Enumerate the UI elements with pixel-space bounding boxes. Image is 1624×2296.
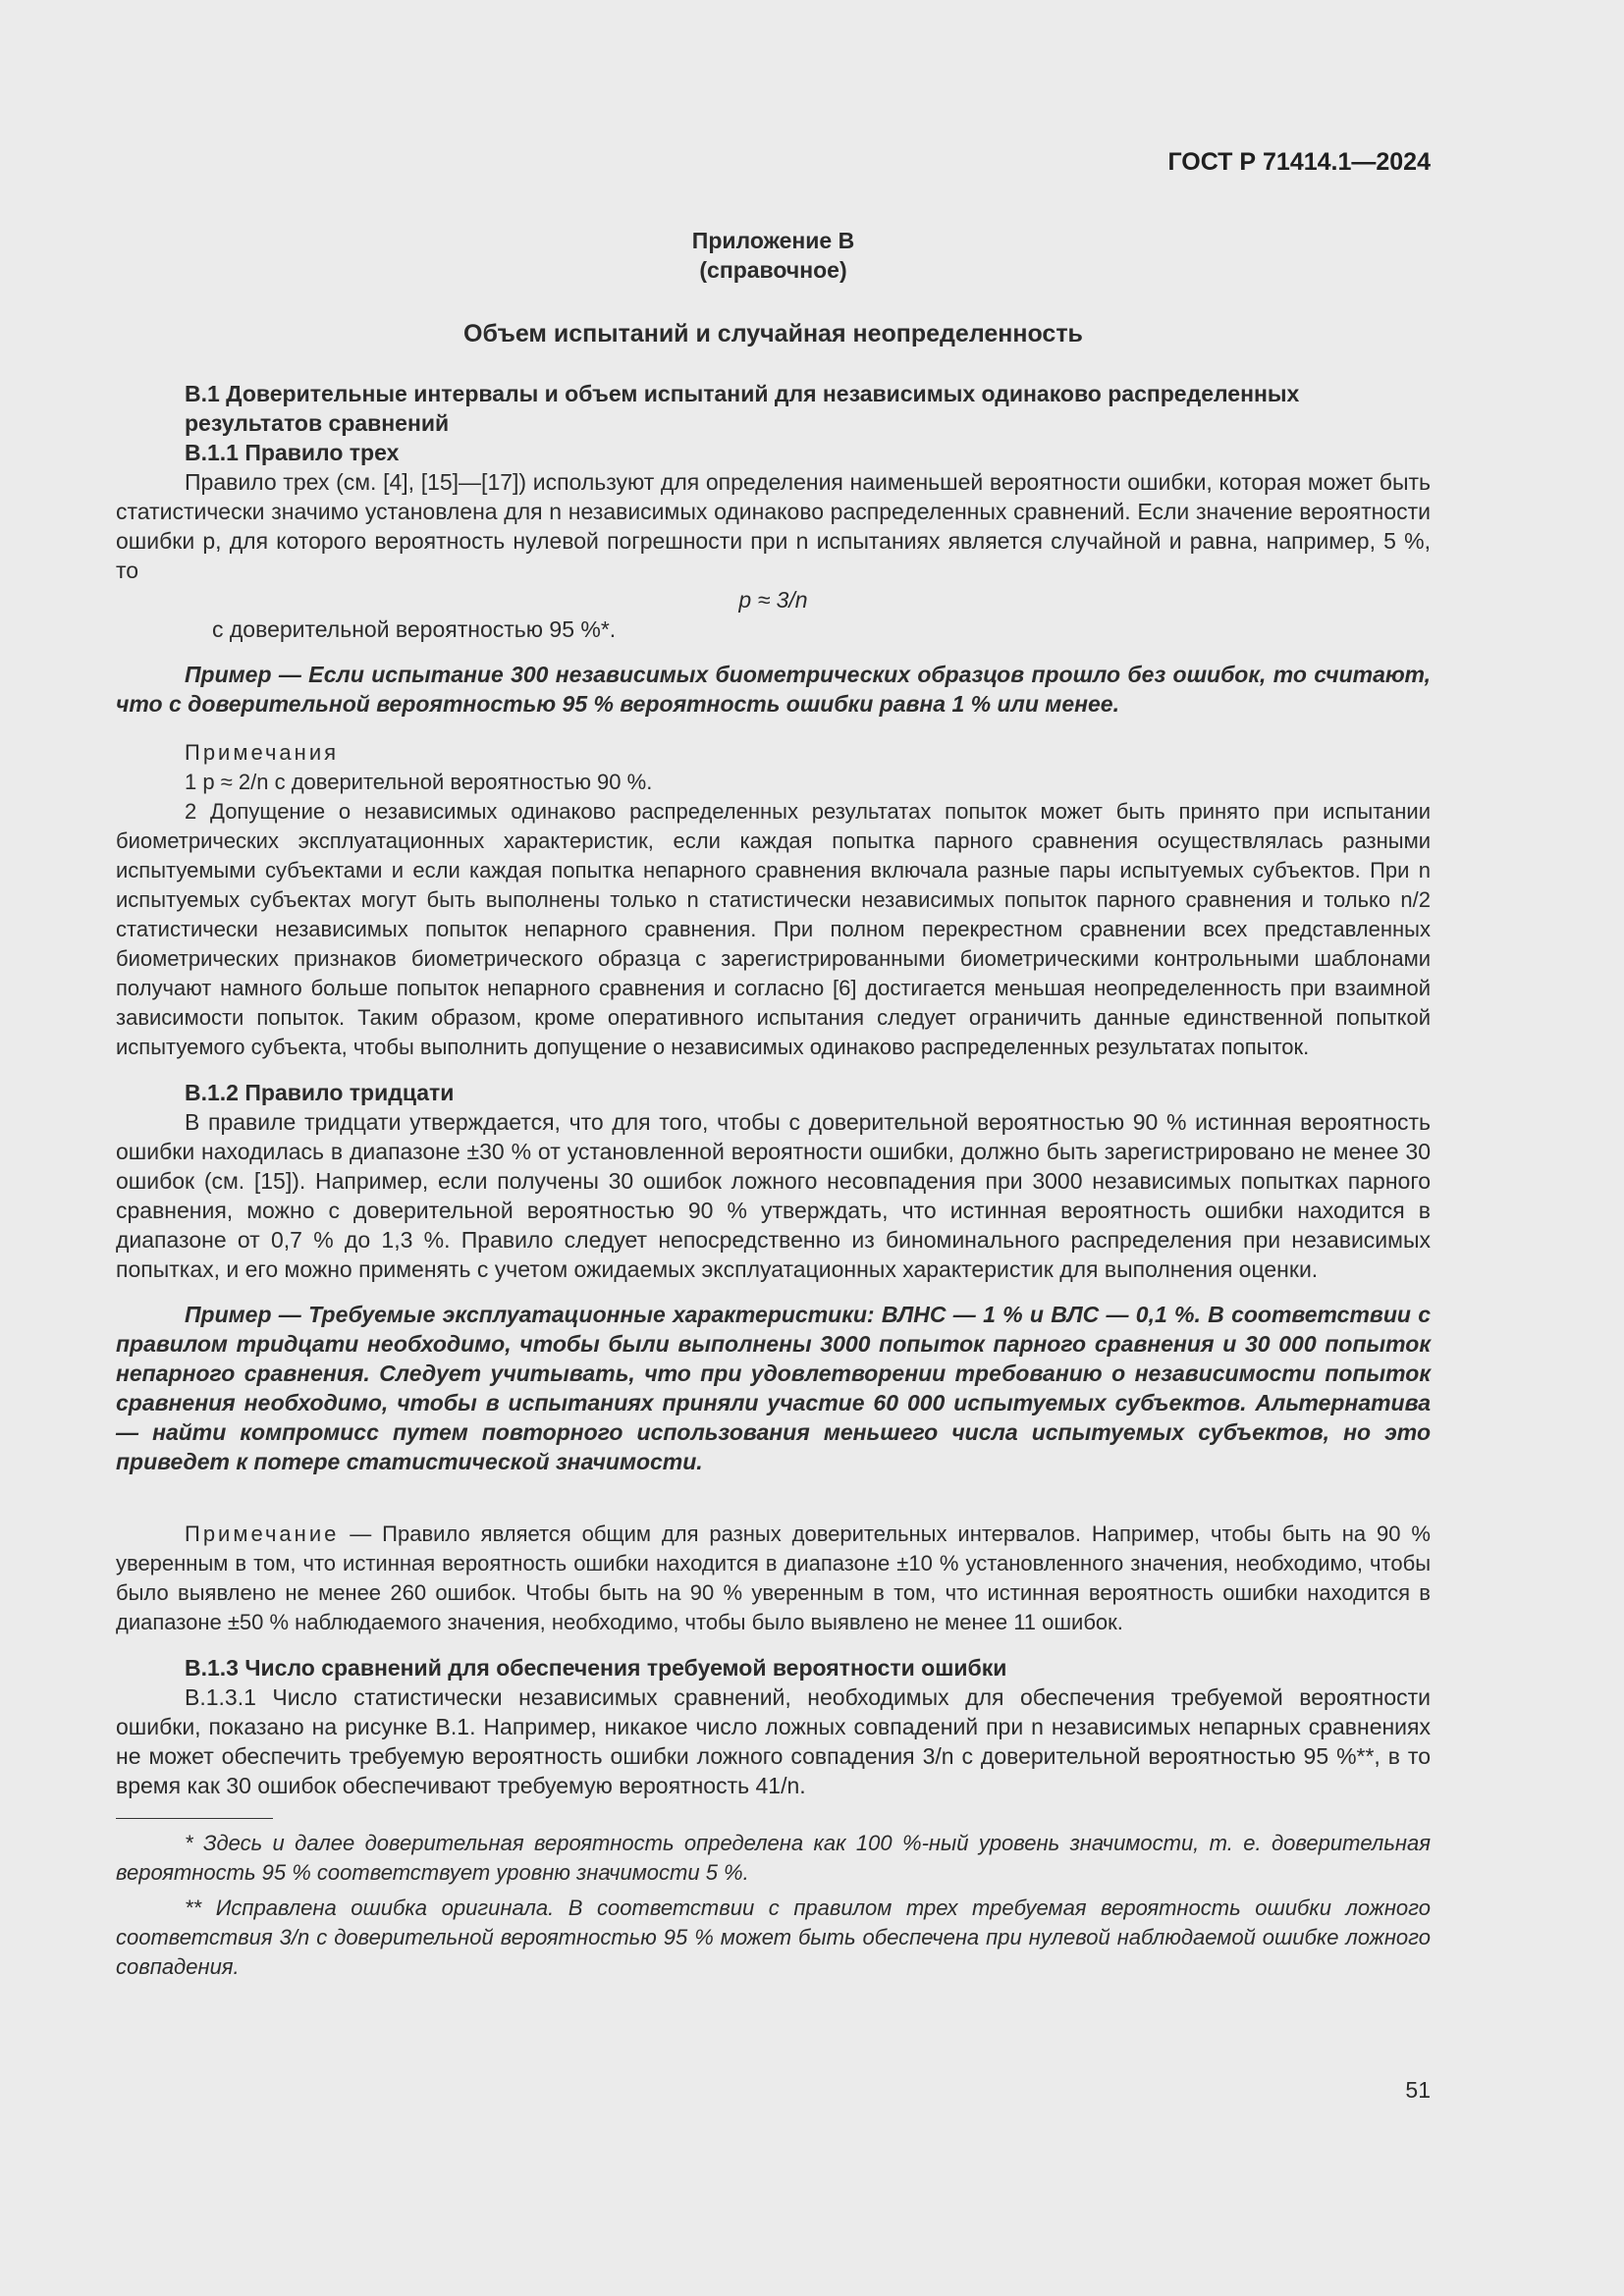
section-b12-paragraph: В правиле тридцати утверждается, что для того, чтобы с доверительной вероятностью 90 % истинная вероятность ошибки находилась в диапазоне ±30 % от установленной вероятности ошибки, должно быть зарегистрировано не менее 30 ошибок (см. [15]). Например, если получены 30 ошибок ложного несовпадения при 3000 независимых попытках парного сравнения, можно с доверительной вероятностью 90 % утверждать, что истинная вероятность ошибки находится в диапазоне от 0,7 % до 1,3 %. Правило следует непосредственно из биноминального распределения при независимых попытках, и его можно применять с учетом ожидаемых эксплуатационных характеристик для выполнения оценки. [116,1109,1431,1282]
example-rule-of-three: Пример — Если испытание 300 независимых биометрических образцов прошло без ошибок, то считают, что с доверительной вероятностью 95 % вероятность ошибки равна 1 % или менее. [116,662,1431,717]
note-1: 1 p ≈ 2/n с доверительной вероятностью 90 %. [185,770,653,794]
note-rule-of-thirty [116,1520,1431,1637]
formula-caption: с доверительной вероятностью 95 %*. [212,616,617,642]
formula-rule-of-three: p ≈ 3/n [738,587,808,613]
footnote-divider [116,1818,273,1819]
footnote-2: ** Исправлена ошибка оригинала. В соответствии с правилом трех требуемая вероятность ошибки ложного соответствия 3/n с доверительной вероятностью 95 % может быть обеспечена при нулевой наблюдаемой ошибке ложного совпадения. [116,1896,1431,1979]
section-b11-paragraph: Правило трех (см. [4], [15]—[17]) используют для определения наименьшей вероятности ошибки, которая может быть статистически значимо установлена для n независимых одинаково распределенных сравнений. Если значение вероятности ошибки p, для которого вероятность нулевой погрешности при n испытаниях является случайной и равна, например, 5 %, то [116,469,1431,583]
footnote-1: * Здесь и далее доверительная вероятность определена как 100 %-ный уровень значимости, т. е. доверительная вероятность 95 % соответствует уровню значимости 5 %. [116,1831,1431,1885]
appendix-kind: (справочное) [699,257,847,283]
notes-heading: Примечания [185,740,340,765]
main-title: Объем испытаний и случайная неопределенность [463,320,1083,347]
section-b13-heading: В.1.3 Число сравнений для обеспечения требуемой вероятности ошибки [185,1655,1007,1681]
note-2: 2 Допущение о независимых одинаково распределенных результатах попыток может быть принято при испытании биометрических эксплуатационных характеристик, если каждая попытка парного сравнения осуществлялась разными испытуемыми субъектами и если каждая попытка непарного сравнения включала разные пары испытуемых субъектов. При n испытуемых субъектах могут быть выполнены только n статистически независимых попыток парного сравнения и только n/2 статистически независимых попыток непарного сравнения. При полном перекрестном сравнении всех представленных биометрических признаков биометрического образца с зарегистрированными биометрическими контрольными шаблонами получают намного больше попыток непарного сравнения и согласно [6] достигается меньшая неопределенность при взаимной зависимости попыток. Таким образом, кроме оперативного испытания следует ограничить данные единственной попыткой испытуемого субъекта, чтобы выполнить допущение о независимых одинаково распределенных результатах попыток. [116,799,1431,1059]
section-b12-heading: В.1.2 Правило тридцати [185,1080,455,1105]
note-label: Примечание [185,1522,340,1546]
appendix-title: Приложение В [691,228,855,253]
section-b11-heading: В.1.1 Правило трех [185,440,400,465]
page-number: 51 [1405,2077,1431,2103]
note-body: — Правило является общим для разных доверительных интервалов. Например, чтобы быть на 90 % уверенным в том, что истинная вероятность ошибки находится в диапазоне ±10 % установленного значения, необходимо, чтобы было выявлено не менее 260 ошибок. Чтобы быть на 90 % уверенным в том, что истинная вероятность ошибки находится в диапазоне ±50 % наблюдаемого значения, необходимо, чтобы было выявлено не менее 11 ошибок. [116,1522,1431,1634]
standard-code: ГОСТ Р 71414.1—2024 [1167,148,1431,176]
example-rule-of-thirty: Пример — Требуемые эксплуатационные характеристики: ВЛНС — 1 % и ВЛС — 0,1 %. В соответствии с правилом тридцати необходимо, чтобы были выполнены 3000 попыток парного сравнения и 30 000 попыток непарного сравнения. Следует учитывать, что при удовлетворении требованию о независимости попыток сравнения необходимо, чтобы в испытаниях приняли участие 60 000 испытуемых субъектов. Альтернатива — найти компромисс путем повторного использования меньшего числа испытуемых субъектов, но это приведет к потере статистической значимости. [116,1302,1431,1474]
section-b1-heading: В.1 Доверительные интервалы и объем испытаний для независимых одинаково распределенных результатов сравнений [185,381,1300,436]
section-b13-paragraph: В.1.3.1 Число статистически независимых сравнений, необходимых для обеспечения требуемой вероятности ошибки, показано на рисунке В.1. Например, никакое число ложных совпадений при n независимых непарных сравнениях не может обеспечить требуемую вероятность ошибки ложного совпадения 3/n с доверительной вероятностью 95 %**, в то время как 30 ошибок обеспечивают требуемую вероятность 41/n. [116,1684,1431,1798]
